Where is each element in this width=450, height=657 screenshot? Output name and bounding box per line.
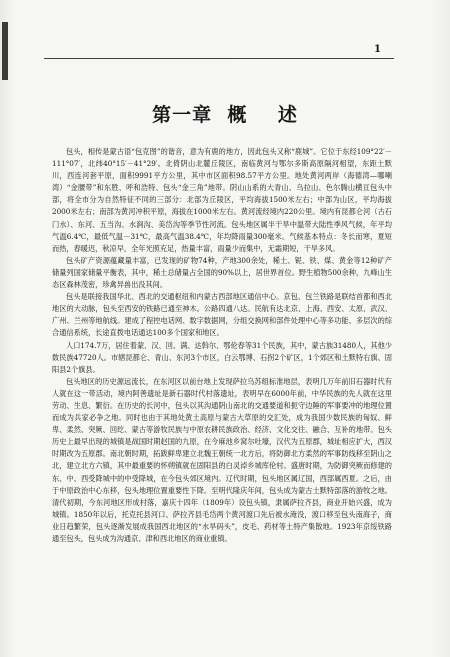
paragraph-resources: 包头矿产资源蕴藏量丰富，已发现的矿物74种，产地300余处，稀土、铌、铁、煤、黄金等12种矿产储量列国家储量平衡表，其中，稀土总储量占全国的90%以上，居世界首位。野生植物500余种，九峰山生态区森林茂密，珍禽异兽出没其间。 <box>52 255 392 290</box>
binding-shadow <box>2 22 8 80</box>
page-number: 1 <box>374 44 381 55</box>
paragraph-overview: 包头，相传是蒙古语“包克图”的谐音，意为有鹿的地方，因此包头又称“鹿城”。它位于东经109°22′－111°07′，北纬40°15′－41°29′。北倚阴山北麓丘陵区，南临黄河与鄂尔多斯高原隔河相望，东距土默川，西连河套平原，面积9991平方公里，其中市区面积98.57平方公里。地处黄河两岸（海德湾—哪喇湾）“金腰带”和东胜、呼和浩特、包头“金三角”地带。阴山山系的大青山、乌拉山、色尔腾山横亘包头中部，将全市分为自然特征不同的三部分：北部为丘陵区，平均海拔1500米左右；中部为山区，平均海拔2000米左右；南部为黄河冲积平原，海拔在1000米左右。黄河流经境内220公里。境内有昆都仑河（古石门水）、东河、五当沟、水涧沟、美岱沟等季节性河流。包头地区属半干旱中温带大陆性季风气候，年平均气温6.4℃，最低气温－31℃，最高气温38.4℃，年均降雨量300毫米。气候基本特点：冬长而寒，夏短而热，春暖迟，秋凉早，全年光照充足，热量丰富，雨量少而集中，无霜期短，干旱多风。 <box>52 147 392 253</box>
paragraph-population: 人口174.7万，居住着蒙、汉、回、满、达斡尔、鄂伦春等31个民族，其中，蒙古族31480人，其他少数民族47720人。市辖昆都仑、青山、东河3个市区，白云鄂博、石拐2个矿区，1个郊区和土默特右旗、固阳县2个旗县。 <box>52 340 392 374</box>
chapter-title: 第一章 概 述 <box>152 104 298 126</box>
paragraph-history: 包头地区的历史源远流长，在东河区以前台地上发现萨拉乌苏组标准地层，表明几万年前旧石器时代有人就在这一带活动，境内阿善遗址是新石器时代村落遗址，表明早在6000年前，中华民族的先人就在这里劳动、生息、繁衍。在历史的长河中，包头以其沟通阴山南北的交通要道和扼守边陲的军事要冲的地理位置而成为兵家必争之地。同时也由于其地处黄土高原与蒙古大草原的交汇处，成为我国少数民族的匈奴、鲜卑、柔然、突厥、回纥、蒙古等游牧民族与中原农耕民族政治、经济、文化交往、融合、互补的地带。包头历史上最早出现的城镇是战国时期赵国的九原，在今麻池乡窝尔吐壕，汉代为五原郡，城址相应扩大，西汉时期改为五原郡。南北朝时期，拓跋鲜卑建立北魏王朝统一北方后，将防御北方柔然的军事防线移至阴山之北，建立北方六镇，其中最重要的怀朔镇就在固阳县的白灵淖乡城库伦村。盛唐时期，为防御突厥而修建的东、中、西受降城中的中受降城，在今包头郊区境内。辽代时期，包头地区属辽国，西部属西夏。之后，由于中原政治中心东移，包头地理位置重要性下降。至明代隆庆年间，包头成为蒙古土默特部落的游牧之地。清代初期，今东河地区形成村落，嘉庆十四年（1809年）设包头镇，隶属萨拉齐县，商业开始兴盛，成为城镇。1850年以后，托克托县河口、萨拉齐县毛岱两个黄河渡口先后被水淹没，渡口移至包头南海子，商业日趋繁荣，包头逐渐发展成我国西北地区的“水旱码头”，皮毛、药材等土特产集散地。1923年京绥铁路通至包头，包头成为沟通京、津和西北地区的商业重镇。 <box>52 376 392 543</box>
body-text <box>52 146 392 545</box>
header-rule <box>44 58 394 59</box>
paragraph-transport: 包头是联接我国华北、西北的交通枢纽和内蒙古西部地区通信中心。京包、包兰铁路是联结首都和西北地区的大动脉，包头至西安的铁路已通至神木。公路四通八达。民航有达北京、上海、西安、太原、武汉、广州、兰州等地航线。建成了程控电话网、数字数据网，分组交换网和部件处理中心等多功能、多层次的综合通信系统，长途直拨电话通达100多个国家和地区。 <box>52 292 392 338</box>
